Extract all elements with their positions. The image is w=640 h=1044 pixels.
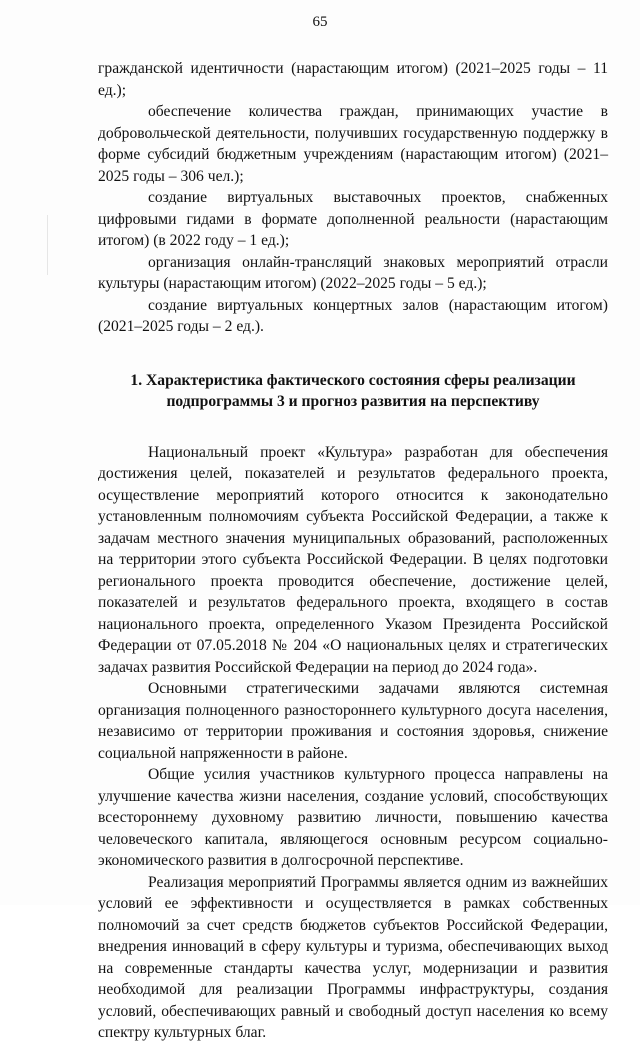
scan-margin-mark [47,215,48,275]
page-content [98,58,608,1044]
page-number: 65 [312,14,328,30]
section-heading [98,370,608,412]
section-heading-line-1: 1. Характеристика фактического состояния сферы реализации [130,371,576,389]
section-heading-line-2: подпрограммы 3 и прогноз развития на перспективу [166,392,540,410]
body-paragraph: Национальный проект «Культура» разработан для обеспечения достижения целей, показателей и результатов федерального проекта, осуществление мероприятий которого относится к законодательно установленным полномочиям субъекта Российской Федерации, а также к задачам местного значения муниципальных образований, расположенных на территории этого субъекта Российской Федерации. В целях подготовки регионального проекта проводится обеспечение, достижение целей, показателей и результатов федерального проекта, входящего в состав национального проекта, определенного Указом Президента Российской Федерации от 07.05.2018 № 204 «О национальных целях и стратегических задачах развития Российской Федерации на период до 2024 года». [98,443,608,676]
body-paragraph: Общие усилия участников культурного процесса направлены на улучшение качества жизни населения, создание условий, способствующих всестороннему духовному развитию личности, повышению качества человеческого капитала, являющегося основным ресурсом социально-экономического развития в долгосрочной перспективе. [98,766,608,869]
list-item: гражданской идентичности (нарастающим итогом) (2021–2025 годы – 11 ед.); [98,60,608,99]
list-item: создание виртуальных концертных залов (нарастающим итогом) (2021–2025 годы – 2 ед.). [98,296,608,335]
list-item: обеспечение количества граждан, принимающих участие в добровольческой деятельности, получивших государственную поддержку в форме субсидий бюджетным учреждениям (нарастающим итогом) (2021–2025 годы – 306 чел.); [98,103,608,185]
body-paragraph: Основными стратегическими задачами являются системная организация полноценного разностороннего культурного досуга населения, независимо от территории проживания и состояния здоровья, снижение социальной напряженности в районе. [98,680,608,762]
list-item: организация онлайн-трансляций знаковых мероприятий отрасли культуры (нарастающим итогом) (2022–2025 годы – 5 ед.); [98,253,608,292]
body-paragraph: Реализация мероприятий Программы является одним из важнейших условий ее эффективности и осуществляется в рамках собственных полномочий за счет средств бюджетов субъектов Российской Федерации, внедрения инноваций в сферу культуры и туризма, обеспечивающих выход на современные стандарты качества услуг, модернизации и развития необходимой для реализации Программы инфраструктуры, создания условий, обеспечивающих равный и свободный доступ населения ко всему спектру культурных благ. [98,873,608,1041]
list-item: создание виртуальных выставочных проектов, снабженных цифровыми гидами в формате дополненной реальности (нарастающим итогом) (в 2022 году – 1 ед.); [98,189,608,249]
